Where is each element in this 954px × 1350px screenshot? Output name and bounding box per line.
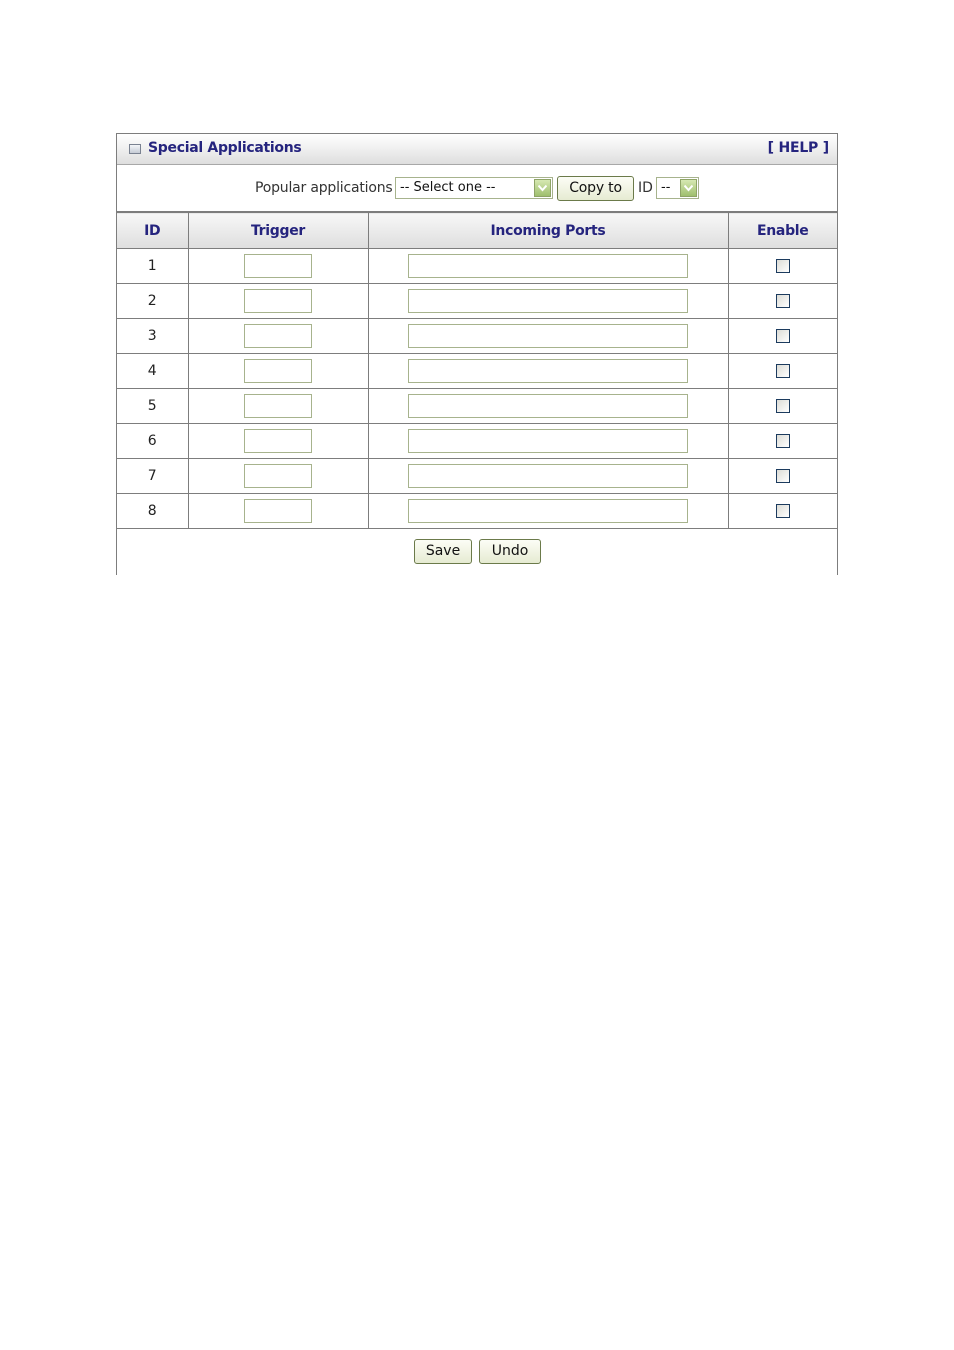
row-id: 7 xyxy=(117,459,188,494)
popular-applications-label: Popular applications xyxy=(255,180,393,196)
enable-cell xyxy=(728,424,837,459)
trigger-input[interactable] xyxy=(244,289,312,313)
trigger-cell xyxy=(188,249,368,284)
popular-applications-select[interactable] xyxy=(395,177,553,199)
incoming-ports-input[interactable] xyxy=(408,254,688,278)
enable-cell xyxy=(728,284,837,319)
trigger-cell xyxy=(188,389,368,424)
row-id: 6 xyxy=(117,424,188,459)
incoming-ports-input[interactable] xyxy=(408,429,688,453)
enable-cell xyxy=(728,494,837,529)
popular-applications-row xyxy=(117,165,837,212)
special-applications-panel xyxy=(116,133,838,575)
table-row xyxy=(117,389,837,424)
incoming-ports-cell xyxy=(368,319,728,354)
trigger-cell xyxy=(188,494,368,529)
column-header-enable: Enable xyxy=(728,213,837,249)
trigger-input[interactable] xyxy=(244,254,312,278)
enable-checkbox[interactable] xyxy=(776,259,790,273)
incoming-ports-cell xyxy=(368,354,728,389)
incoming-ports-input[interactable] xyxy=(408,359,688,383)
enable-cell xyxy=(728,354,837,389)
trigger-input[interactable] xyxy=(244,464,312,488)
id-select-value: -- xyxy=(661,180,671,195)
row-id: 4 xyxy=(117,354,188,389)
incoming-ports-input[interactable] xyxy=(408,499,688,523)
trigger-input[interactable] xyxy=(244,394,312,418)
incoming-ports-input[interactable] xyxy=(408,289,688,313)
form-footer xyxy=(117,527,837,576)
special-applications-table xyxy=(117,212,837,529)
row-id: 3 xyxy=(117,319,188,354)
row-id: 8 xyxy=(117,494,188,529)
trigger-cell xyxy=(188,354,368,389)
column-header-id: ID xyxy=(117,213,188,249)
table-row xyxy=(117,249,837,284)
incoming-ports-cell xyxy=(368,424,728,459)
page-title: Special Applications xyxy=(148,140,302,156)
trigger-input[interactable] xyxy=(244,324,312,348)
incoming-ports-cell xyxy=(368,284,728,319)
undo-button[interactable]: Undo xyxy=(479,539,541,564)
table-header-row xyxy=(117,213,837,249)
table-row xyxy=(117,354,837,389)
trigger-input[interactable] xyxy=(244,429,312,453)
incoming-ports-cell xyxy=(368,494,728,529)
incoming-ports-cell xyxy=(368,459,728,494)
trigger-cell xyxy=(188,284,368,319)
table-row xyxy=(117,319,837,354)
id-label: ID xyxy=(638,180,653,196)
enable-checkbox[interactable] xyxy=(776,294,790,308)
chevron-down-icon[interactable] xyxy=(680,179,697,197)
table-row xyxy=(117,459,837,494)
enable-checkbox[interactable] xyxy=(776,469,790,483)
id-select[interactable] xyxy=(656,177,699,199)
trigger-input[interactable] xyxy=(244,499,312,523)
trigger-input[interactable] xyxy=(244,359,312,383)
popular-applications-select-value: -- Select one -- xyxy=(400,180,496,195)
trigger-cell xyxy=(188,459,368,494)
incoming-ports-cell xyxy=(368,389,728,424)
panel-title-bar xyxy=(117,134,837,165)
table-row xyxy=(117,284,837,319)
help-link[interactable]: [ HELP ] xyxy=(767,140,829,156)
enable-cell xyxy=(728,249,837,284)
row-id: 2 xyxy=(117,284,188,319)
save-button[interactable]: Save xyxy=(414,539,472,564)
table-row xyxy=(117,424,837,459)
trigger-cell xyxy=(188,424,368,459)
trigger-cell xyxy=(188,319,368,354)
enable-checkbox[interactable] xyxy=(776,399,790,413)
enable-cell xyxy=(728,389,837,424)
copy-to-button[interactable]: Copy to xyxy=(557,176,634,201)
enable-checkbox[interactable] xyxy=(776,504,790,518)
row-id: 5 xyxy=(117,389,188,424)
square-bullet-icon xyxy=(129,144,141,154)
column-header-trigger: Trigger xyxy=(188,213,368,249)
column-header-incoming-ports: Incoming Ports xyxy=(368,213,728,249)
incoming-ports-input[interactable] xyxy=(408,464,688,488)
enable-checkbox[interactable] xyxy=(776,364,790,378)
table-row xyxy=(117,494,837,529)
enable-checkbox[interactable] xyxy=(776,434,790,448)
chevron-down-icon[interactable] xyxy=(534,179,551,197)
row-id: 1 xyxy=(117,249,188,284)
enable-checkbox[interactable] xyxy=(776,329,790,343)
enable-cell xyxy=(728,459,837,494)
incoming-ports-input[interactable] xyxy=(408,394,688,418)
enable-cell xyxy=(728,319,837,354)
incoming-ports-cell xyxy=(368,249,728,284)
incoming-ports-input[interactable] xyxy=(408,324,688,348)
